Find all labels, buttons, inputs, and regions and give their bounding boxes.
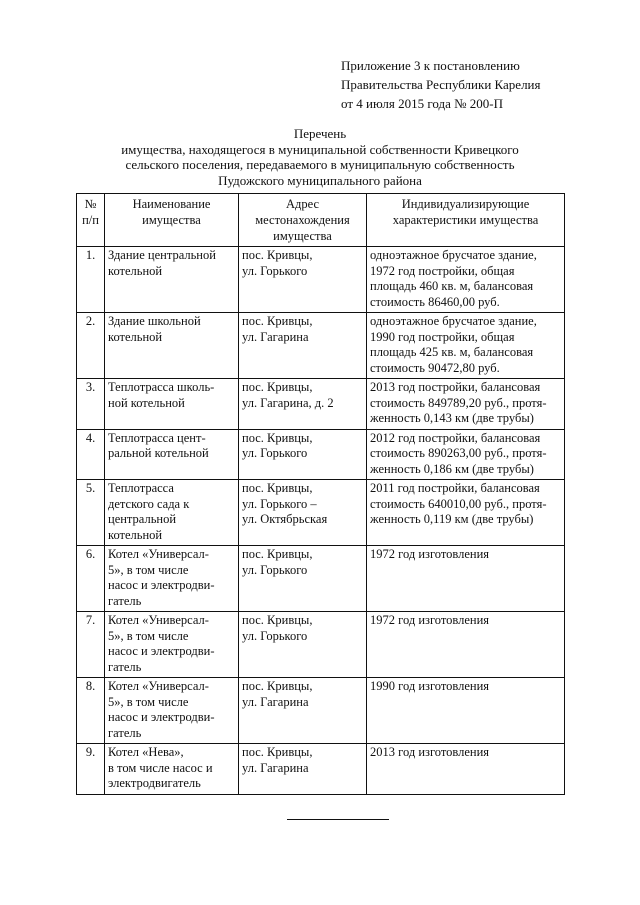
row-number: 4. bbox=[77, 429, 105, 480]
details-line: 2013 год постройки, балансовая bbox=[370, 380, 541, 394]
property-name-line: 5», в том числе bbox=[108, 694, 189, 709]
address-line: пос. Кривцы, bbox=[242, 481, 313, 495]
details-cell bbox=[367, 429, 565, 480]
address-line: пос. Кривцы, bbox=[242, 679, 313, 693]
header-details bbox=[367, 194, 565, 247]
property-name-line: 5», в том числе bbox=[108, 628, 189, 643]
row-number: 3. bbox=[77, 379, 105, 430]
row-number: 1. bbox=[77, 247, 105, 313]
row-number: 5. bbox=[77, 480, 105, 546]
details-line: площадь 460 кв. м, балансовая bbox=[370, 279, 534, 293]
header-text: характеристики имущества bbox=[392, 213, 539, 227]
address-cell bbox=[239, 379, 367, 430]
property-name-line: Котел «Универсал- bbox=[108, 679, 209, 693]
address-line: пос. Кривцы, bbox=[242, 314, 313, 328]
details-line: стоимость 849789,20 руб., протя- bbox=[370, 395, 547, 410]
property-name-line: Котел «Универсал- bbox=[108, 547, 209, 561]
address-cell bbox=[239, 480, 367, 546]
property-name-line: гатель bbox=[108, 725, 142, 740]
details-line: стоимость 640010,00 руб., протя- bbox=[370, 496, 547, 511]
table-row bbox=[77, 744, 565, 795]
details-line: женность 0,119 км (две трубы) bbox=[370, 512, 534, 526]
details-line: стоимость 890263,00 руб., протя- bbox=[370, 446, 547, 460]
details-line: 1972 год изготовления bbox=[370, 547, 490, 561]
details-cell bbox=[367, 612, 565, 678]
address-line: ул. Гагарина bbox=[242, 760, 309, 775]
property-name-line: гатель bbox=[108, 659, 142, 674]
details-line: одноэтажное брусчатое здание, bbox=[370, 248, 537, 262]
row-number: 7. bbox=[77, 612, 105, 678]
property-name-line: 5», в том числе bbox=[108, 562, 189, 577]
table-row bbox=[77, 546, 565, 612]
details-line: 1990 год изготовления bbox=[370, 679, 490, 693]
details-line: 2012 год постройки, балансовая bbox=[370, 430, 541, 445]
details-line: стоимость 90472,80 руб. bbox=[370, 360, 500, 375]
header-text: Наименование bbox=[132, 197, 211, 211]
property-name-line: насос и электродви- bbox=[108, 710, 215, 724]
row-number: 6. bbox=[77, 546, 105, 612]
property-name-line: котельной bbox=[108, 527, 163, 542]
table-row bbox=[77, 612, 565, 678]
address-line: пос. Кривцы, bbox=[242, 745, 313, 759]
end-separator-line bbox=[287, 819, 389, 820]
header-text: имущества bbox=[273, 229, 332, 243]
property-name-cell bbox=[105, 546, 239, 612]
table-header-row bbox=[77, 194, 565, 247]
details-line: одноэтажное брусчатое здание, bbox=[370, 314, 537, 328]
header-text: местонахождения bbox=[255, 213, 350, 227]
details-cell bbox=[367, 744, 565, 795]
property-name-line: центральной bbox=[108, 512, 177, 526]
address-line: ул. Гагарина, д. 2 bbox=[242, 395, 334, 410]
address-cell bbox=[239, 546, 367, 612]
annex-line: от 4 июля 2015 года № 200-П bbox=[341, 96, 503, 111]
details-cell bbox=[367, 247, 565, 313]
property-name-cell bbox=[105, 744, 239, 795]
details-cell bbox=[367, 313, 565, 379]
title-line: сельского поселения, передаваемого в муниципальную собственность bbox=[125, 157, 515, 172]
details-line: 2011 год постройки, балансовая bbox=[370, 481, 540, 495]
address-line: ул. Гагарина bbox=[242, 329, 309, 344]
header-text: п/п bbox=[82, 213, 99, 227]
property-name-cell bbox=[105, 612, 239, 678]
address-cell bbox=[239, 247, 367, 313]
header-text: имущества bbox=[142, 213, 201, 227]
annex-line: Правительства Республики Карелия bbox=[341, 77, 541, 92]
details-cell bbox=[367, 379, 565, 430]
row-number: 8. bbox=[77, 678, 105, 744]
address-cell bbox=[239, 429, 367, 480]
title-line: Перечень bbox=[293, 126, 347, 141]
details-cell bbox=[367, 546, 565, 612]
document-title bbox=[76, 126, 564, 188]
address-line: ул. Горького bbox=[242, 628, 308, 643]
header-text: Индивидуализирующие bbox=[401, 197, 530, 211]
property-name-cell bbox=[105, 429, 239, 480]
address-line: пос. Кривцы, bbox=[242, 547, 313, 561]
header-text: Адрес bbox=[285, 197, 320, 211]
title-line: Пудожского муниципального района bbox=[218, 172, 422, 188]
details-line: 2013 год изготовления bbox=[370, 745, 490, 759]
property-name-line: детского сада к bbox=[108, 496, 190, 511]
property-name-cell bbox=[105, 247, 239, 313]
details-line: 1972 год изготовления bbox=[370, 613, 490, 627]
address-cell bbox=[239, 612, 367, 678]
property-name-cell bbox=[105, 379, 239, 430]
title-line: имущества, находящегося в муниципальной собственности Кривецкого bbox=[121, 141, 519, 157]
property-name-cell bbox=[105, 480, 239, 546]
table-row bbox=[77, 247, 565, 313]
row-number: 2. bbox=[77, 313, 105, 379]
table-row bbox=[77, 429, 565, 480]
property-name-line: Теплотрасса bbox=[108, 481, 174, 495]
address-line: ул. Горького bbox=[242, 263, 308, 278]
details-line: женность 0,143 км (две трубы) bbox=[370, 411, 534, 425]
details-cell bbox=[367, 678, 565, 744]
property-table bbox=[76, 193, 565, 795]
property-name-cell bbox=[105, 313, 239, 379]
header-text: № bbox=[84, 197, 97, 211]
address-cell bbox=[239, 313, 367, 379]
address-line: пос. Кривцы, bbox=[242, 613, 313, 627]
annex-reference bbox=[341, 56, 541, 113]
address-cell bbox=[239, 678, 367, 744]
address-line: пос. Кривцы, bbox=[242, 380, 313, 394]
address-cell bbox=[239, 744, 367, 795]
header-number bbox=[77, 194, 105, 247]
header-address bbox=[239, 194, 367, 247]
address-line: ул. Горького bbox=[242, 446, 308, 460]
annex-line: Приложение 3 к постановлению bbox=[341, 58, 520, 73]
property-name-cell bbox=[105, 678, 239, 744]
property-name-line: Котел «Универсал- bbox=[108, 613, 209, 627]
address-line: ул. Горького – bbox=[242, 496, 317, 511]
address-line: пос. Кривцы, bbox=[242, 248, 313, 262]
details-cell bbox=[367, 480, 565, 546]
property-name-line: Котел «Нева», bbox=[108, 745, 184, 759]
address-line: ул. Горького bbox=[242, 562, 308, 577]
table-row bbox=[77, 678, 565, 744]
details-line: женность 0,186 км (две трубы) bbox=[370, 461, 534, 476]
property-name-line: котельной bbox=[108, 329, 163, 344]
table-row bbox=[77, 313, 565, 379]
property-name-line: насос и электродви- bbox=[108, 644, 215, 658]
property-name-line: Здание центральной bbox=[108, 248, 216, 262]
table-body bbox=[77, 247, 565, 795]
table-row bbox=[77, 480, 565, 546]
property-name-line: Теплотрасса цент- bbox=[108, 430, 206, 445]
property-name-line: Теплотрасса школь- bbox=[108, 380, 215, 394]
address-line: ул. Октябрьская bbox=[242, 512, 328, 526]
property-name-line: ной котельной bbox=[108, 395, 185, 410]
property-name-line: Здание школьной bbox=[108, 314, 201, 328]
header-name bbox=[105, 194, 239, 247]
address-line: пос. Кривцы, bbox=[242, 430, 313, 445]
property-name-line: в том числе насос и bbox=[108, 760, 213, 775]
details-line: 1972 год постройки, общая bbox=[370, 263, 515, 278]
address-line: ул. Гагарина bbox=[242, 694, 309, 709]
property-name-line: ральной котельной bbox=[108, 446, 209, 460]
table-row bbox=[77, 379, 565, 430]
details-line: стоимость 86460,00 руб. bbox=[370, 294, 500, 309]
details-line: площадь 425 кв. м, балансовая bbox=[370, 345, 534, 359]
property-name-line: гатель bbox=[108, 593, 142, 608]
property-name-line: электродвигатель bbox=[108, 776, 201, 790]
property-name-line: котельной bbox=[108, 263, 163, 278]
row-number: 9. bbox=[77, 744, 105, 795]
property-name-line: насос и электродви- bbox=[108, 578, 215, 592]
details-line: 1990 год постройки, общая bbox=[370, 329, 515, 344]
